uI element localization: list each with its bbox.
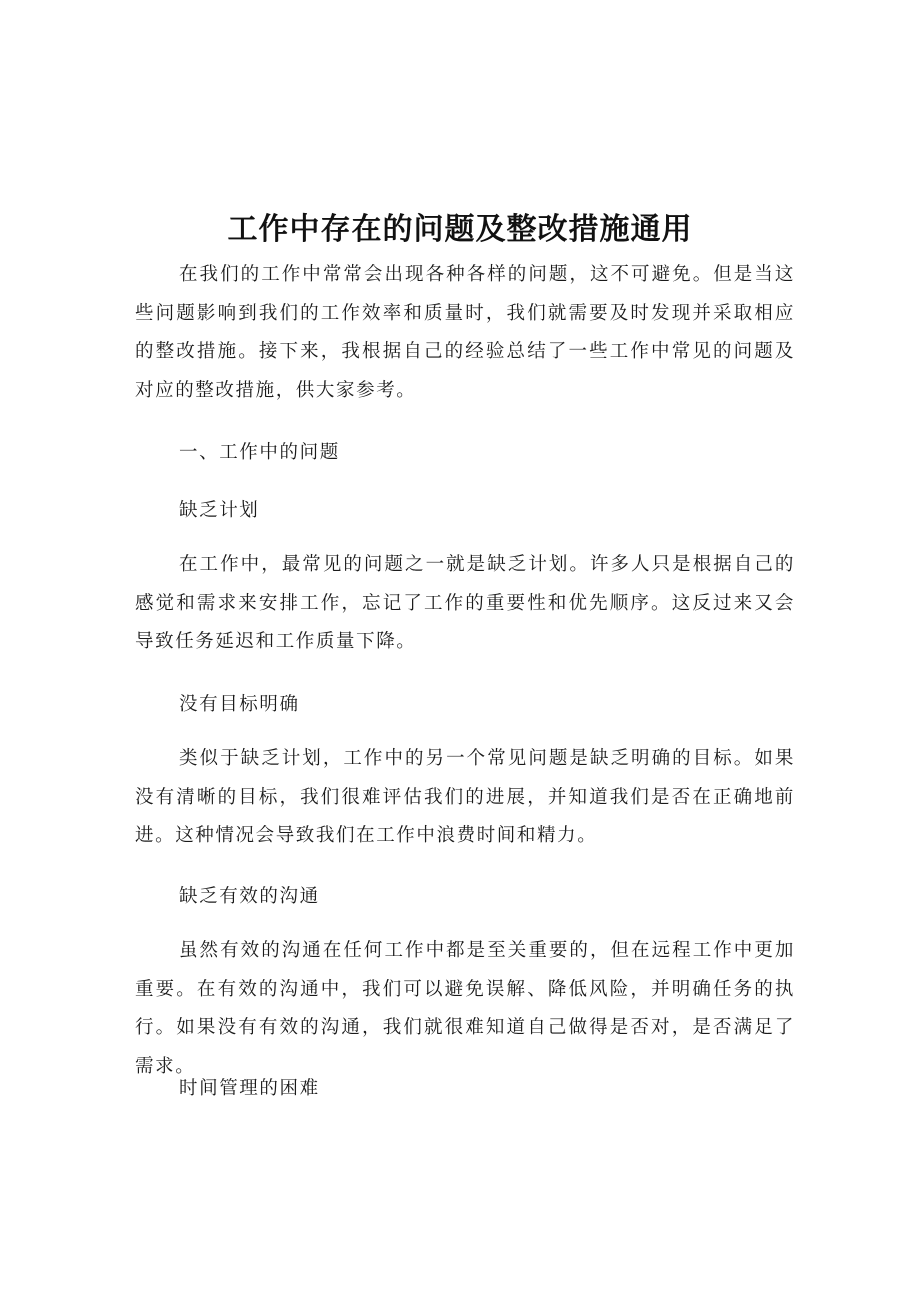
document-title: 工作中存在的问题及整改措施通用 [227,212,693,247]
intro-paragraph: 在我们的工作中常常会出现各种各样的问题，这不可避免。但是当这些问题影响到我们的工作效率和质量时，我们就需要及时发现并采取相应的整改措施。接下来，我根据自己的经验总结了一些工作中常见的问题及对应的整改措施，供大家参考。 [135,264,795,401]
item-body-planning: 在工作中，最常见的问题之一就是缺乏计划。许多人只是根据自己的感觉和需求来安排工作，忘记了工作的重要性和优先顺序。这反过来又会导致任务延迟和工作质量下降。 [135,554,795,652]
item-body-goals: 类似于缺乏计划，工作中的另一个常见问题是缺乏明确的目标。如果没有清晰的目标，我们很难评估我们的进展，并知道我们是否在正确地前进。这种情况会导致我们在工作中浪费时间和精力。 [135,748,795,846]
item-heading-goals: 没有目标明确 [179,694,300,715]
item-heading-communication: 缺乏有效的沟通 [179,886,320,907]
section-heading: 一、工作中的问题 [179,442,340,463]
item-heading-time-management: 时间管理的困难 [179,1078,320,1099]
item-body-communication: 虽然有效的沟通在任何工作中都是至关重要的，但在远程工作中更加重要。在有效的沟通中，我们可以避免误解、降低风险，并明确任务的执行。如果没有有效的沟通，我们就很难知道自己做得是否对，是否满足了需求。 [135,940,795,1077]
item-heading-planning: 缺乏计划 [179,500,260,521]
